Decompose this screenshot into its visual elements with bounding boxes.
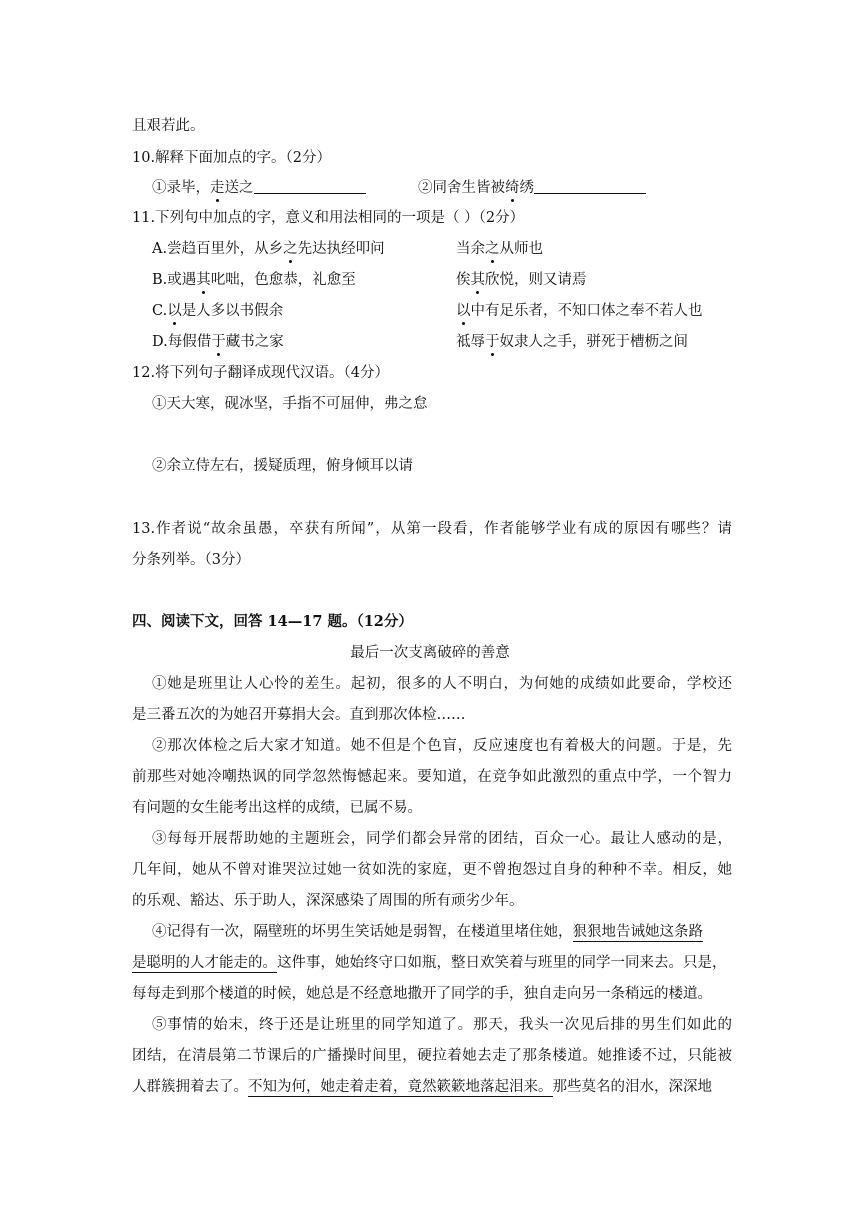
q11-option-c-right: 以中有足乐者，不知口体之奉不若人也	[456, 303, 703, 319]
p5-line-1: ⑤事情的始末，终于还是让班里的同学知道了。那天，我头一次见后排的男生们如此的	[152, 1017, 732, 1033]
q13-line-2: 分条列举。（3分）	[132, 552, 250, 568]
q10-stem: 10.解释下面加点的字。（2分）	[132, 150, 332, 166]
p2-line-2: 前那些对她冷嘲热讽的同学忽然悔憾起来。要知道，在竞争如此激烈的重点中学，一个智力	[132, 769, 732, 785]
q11-option-a-right: 当余之从师也	[456, 241, 543, 257]
p4-underlined-1: 狠狠地告诫她这条路	[572, 924, 703, 940]
q11-option-b-right: 俟其欣悦，则又请焉	[456, 272, 587, 288]
p3-line-2: 几年间，她从不曾对谁哭泣过她一贫如洗的家庭，更不曾抱怨过自身的种种不幸。相反，她	[132, 862, 732, 878]
q10-item-a: ①录毕，走送之	[152, 178, 366, 198]
q11-stem: 11.下列句中加点的字，意义和用法相同的一项是（ ）（2分）	[132, 210, 525, 226]
q10-b-dotted-char: 绮	[505, 180, 520, 196]
p4-line-3: 每每走到那个楼道的时候，她总是不经意地撒开了同学的手，独自走向另一条稍远的楼道。	[132, 986, 712, 1002]
q12-sentence-2: ②余立侍左右，援疑质理，俯身倾耳以请	[152, 458, 413, 474]
passage-title: 最后一次支离破碎的善意	[350, 645, 510, 661]
p5-underlined: 不知为何，她走着走着，竟然簌簌地落起泪来。	[248, 1079, 553, 1095]
q12-sentence-1: ①天大寒，砚冰坚，手指不可屈伸，弗之怠	[152, 396, 428, 412]
q9-tail: 且艰若此。	[132, 118, 205, 134]
p3-line-1: ③每每开展帮助她的主题班会，同学们都会异常的团结，百众一心。最让人感动的是，	[152, 831, 732, 847]
q10-b-answer-blank[interactable]	[534, 179, 646, 194]
p2-line-3: 有问题的女生能考出这样的成绩，已属不易。	[132, 800, 422, 816]
q11-option-d-left: D.每假借于藏书之家	[152, 334, 284, 350]
q10-a-answer-blank[interactable]	[254, 179, 366, 194]
q11-option-b-left: B.或遇其叱咄，色愈恭，礼愈至	[152, 272, 356, 288]
p4-line-1: ④记得有一次，隔壁班的坏男生笑话她是弱智，在楼道里堵住她，狠狠地告诫她这条路	[152, 924, 703, 940]
p4-underlined-2: 是聪明的人才能走的。	[132, 955, 277, 971]
q13-line-1: 13.作者说“故余虽愚，卒获有所闻”，从第一段看，作者能够学业有成的原因有哪些？请	[132, 521, 732, 537]
p1-line-2: 是三番五次的为她召开募捐大会。直到那次体检……	[132, 707, 466, 723]
section-4-heading: 四、阅读下文，回答 14—17 题。（12分）	[132, 613, 413, 630]
q11-option-a-left: A.尝趋百里外，从乡之先达执经叩问	[152, 241, 385, 257]
q12-stem: 12.将下列句子翻译成现代汉语。（4分）	[132, 365, 390, 381]
q11-option-d-right: 祗辱于奴隶人之手，骈死于槽枥之间	[456, 334, 688, 350]
p5-line-3: 人群簇拥着去了。不知为何，她走着走着，竟然簌簌地落起泪来。那些莫名的泪水，深深地	[132, 1079, 712, 1095]
p2-line-1: ②那次体检之后大家才知道。她不但是个色盲，反应速度也有着极大的问题。于是，先	[152, 738, 732, 754]
p1-line-1: ①她是班里让人心怜的差生。起初，很多的人不明白，为何她的成绩如此要命，学校还	[152, 676, 732, 692]
p5-line-2: 团结，在清晨第二节课后的广播操时间里，硬拉着她去走了那条楼道。她推诿不过，只能被	[132, 1048, 732, 1064]
q10-a-dotted-char: 走	[210, 180, 225, 196]
q11-option-c-left: C.以是人多以书假余	[152, 303, 284, 319]
p4-line-2: 是聪明的人才能走的。这件事，她始终守口如瓶，整日欢笑着与班里的同学一同来去。只是，	[132, 955, 727, 971]
q10-item-b: ②同舍生皆被绮绣	[418, 178, 646, 198]
p3-line-3: 的乐观、豁达、乐于助人，深深感染了周围的所有顽劣少年。	[132, 893, 524, 909]
